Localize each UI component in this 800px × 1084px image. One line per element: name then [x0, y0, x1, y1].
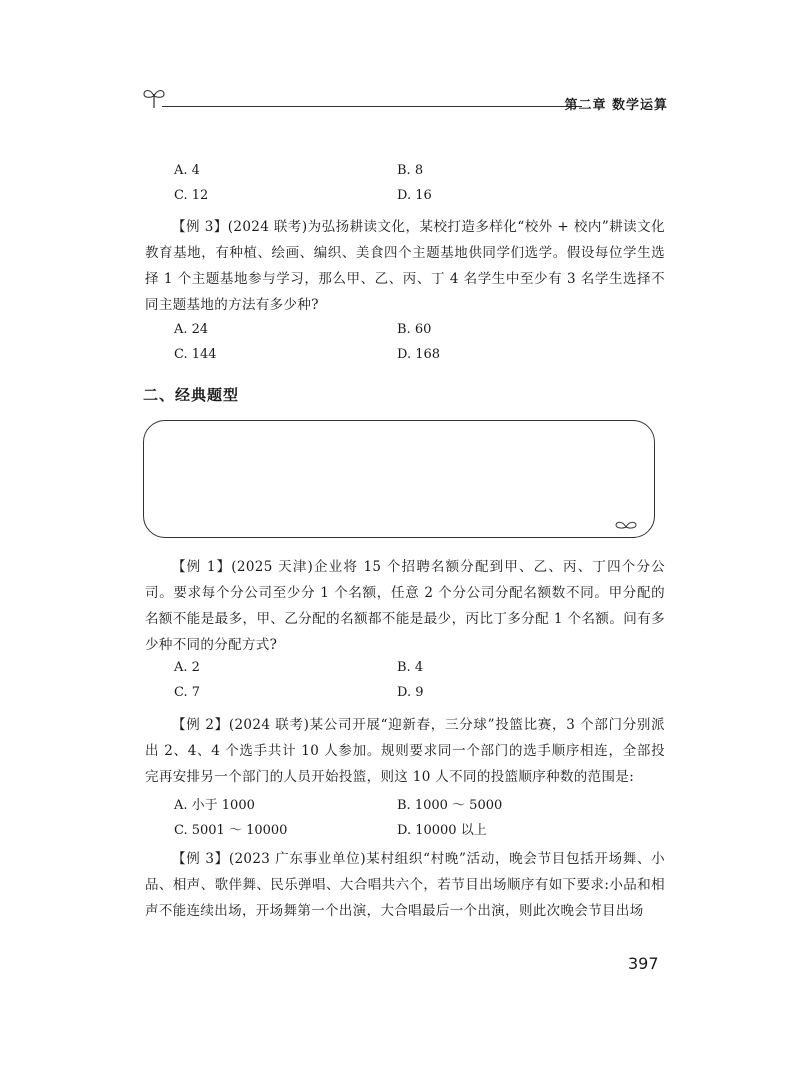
- option-d: D. 9: [397, 685, 424, 700]
- option-b: B. 8: [397, 163, 424, 178]
- section-title: 二、经典题型: [143, 386, 240, 404]
- option-b: B. 4: [397, 660, 424, 675]
- page-number: 397: [628, 954, 659, 973]
- question-text: 【例 3】(2024 联考)为弘扬耕读文化，某校打造多样化“校外 + 校内”耕读文化教育基地，有种植、绘画、编织、美食四个主题基地供同学们选学。假设每位学生选择 1 个主题基地参与学习，那么甲、乙、丙、丁 4 名学生中至少有 3 名学生选择不同主题基地的方法有多少种?: [145, 219, 665, 313]
- question-text: 【例 1】(2025 天津)企业将 15 个招聘名额分配到甲、乙、丙、丁四个分公司。要求每个分公司至少分 1 个名额，任意 2 个分公司分配名额数不同。甲分配的名额不能是最多，甲、乙分配的名额都不能是最少，丙比丁多分配 1 个名额。问有多少种不同的分配方式?: [145, 559, 665, 653]
- running-header: [142, 84, 668, 114]
- option-a: A. 2: [174, 660, 200, 675]
- option-c: C. 12: [174, 188, 209, 203]
- option-d: D. 16: [397, 188, 432, 203]
- option-d: D. 168: [397, 347, 441, 362]
- leaf-icon: [614, 519, 638, 531]
- option-c: C. 5001 ～ 10000: [174, 823, 288, 838]
- option-b: B. 1000 ～ 5000: [397, 798, 503, 813]
- option-a: A. 24: [174, 322, 209, 337]
- option-b: B. 60: [397, 322, 432, 337]
- option-d: D. 10000 以上: [397, 823, 487, 838]
- question-text: 【例 2】(2024 联考)某公司开展“迎新春，三分球”投篮比赛，3 个部门分别派出 2、4、4 个选手共计 10 人参加。规则要求同一个部门的选手顺序相连，全部投完再安排另一个部门的人员开始投篮，则这 10 人不同的投篮顺序种数的范围是:: [145, 717, 665, 785]
- option-a: A. 小于 1000: [174, 798, 255, 813]
- option-a: A. 4: [174, 163, 200, 178]
- header-rule: [162, 106, 582, 107]
- option-c: C. 7: [174, 685, 201, 700]
- chapter-title: 第二章 数学运算: [564, 98, 668, 113]
- notes-box: [143, 420, 655, 538]
- option-c: C. 144: [174, 347, 217, 362]
- question-text: 【例 3】(2023 广东事业单位)某村组织“村晚”活动，晚会节目包括开场舞、小品、相声、歌伴舞、民乐弹唱、大合唱共六个，若节目出场顺序有如下要求:小品和相声不能连续出场，开场舞第一个出演，大合唱最后一个出演，则此次晚会节目出场: [145, 851, 665, 919]
